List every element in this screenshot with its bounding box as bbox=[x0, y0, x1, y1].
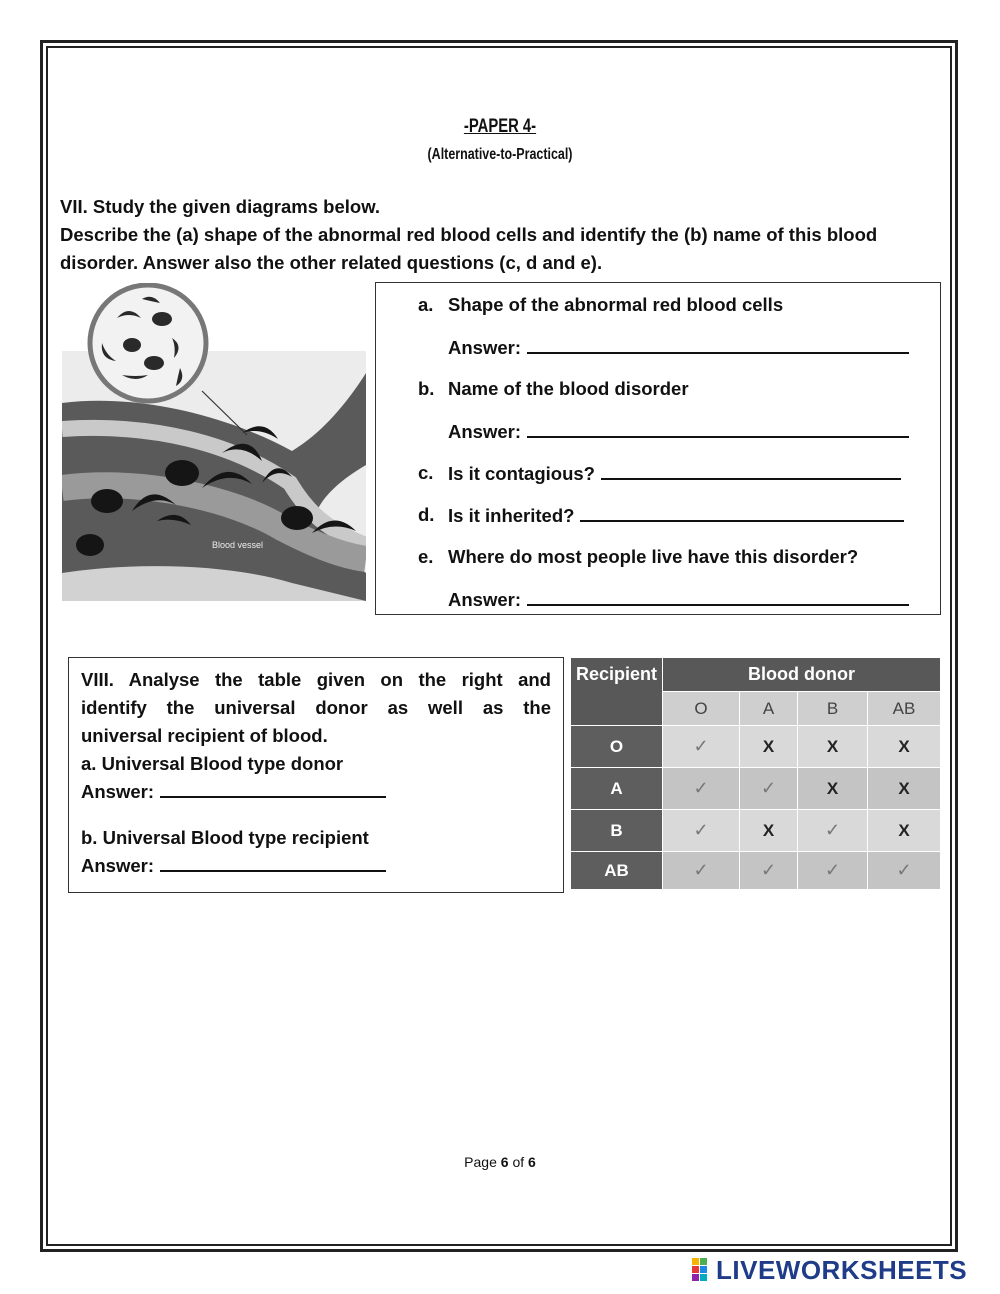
answer-field-e[interactable] bbox=[527, 588, 909, 606]
recipient-cell: AB bbox=[571, 852, 663, 890]
paper-subtitle: (Alternative-to-Practical) bbox=[427, 146, 573, 163]
compat-cell: X bbox=[740, 810, 798, 852]
compat-cell: ✓ bbox=[868, 852, 941, 890]
table-row bbox=[571, 810, 941, 852]
recipient-cell: A bbox=[571, 768, 663, 810]
answer-field-recipient[interactable] bbox=[160, 854, 386, 872]
sickle-cell-illustration bbox=[62, 283, 366, 601]
brand-name: LIVEWORKSHEETS bbox=[716, 1254, 968, 1285]
page-number: Page 6 of 6 bbox=[464, 1154, 536, 1170]
section7-question-box: a. Shape of the abnormal red blood cells Answer: b. Name of the blood disorder Answer: c. Is it contagious? d. Is it inherited? e. Where do most people live have this disorder? Answer: bbox=[375, 282, 941, 615]
section7-instructions: Describe the (a) shape of the abnormal red blood cells and identify the (b) name of this blood disorder. Answer also the other related questions (c, d and e). bbox=[60, 224, 878, 273]
blood-compatibility-table bbox=[570, 657, 941, 890]
section8-question-b: b. Universal Blood type recipient bbox=[81, 827, 369, 848]
liveworksheets-logo[interactable] bbox=[692, 1254, 968, 1285]
section7-heading: VII. Study the given diagrams below. bbox=[60, 196, 381, 217]
compat-cell: ✓ bbox=[663, 726, 740, 768]
donor-type-cell: AB bbox=[868, 692, 941, 726]
answer-field-a[interactable] bbox=[527, 336, 909, 354]
table-row bbox=[571, 768, 941, 810]
section8-line3: universal recipient of blood. bbox=[81, 725, 328, 746]
answer-field-d[interactable] bbox=[580, 504, 904, 522]
recipient-cell: B bbox=[571, 810, 663, 852]
compat-cell: ✓ bbox=[740, 852, 798, 890]
paper-title: -PAPER 4- bbox=[463, 116, 537, 137]
table-row bbox=[571, 852, 941, 890]
section8-line2: identify the universal donor as well as the bbox=[81, 697, 551, 718]
section7-intro bbox=[60, 193, 940, 277]
compat-cell: ✓ bbox=[740, 768, 798, 810]
compat-cell: X bbox=[798, 726, 868, 768]
donor-type-cell: A bbox=[740, 692, 798, 726]
donor-type-cell: B bbox=[798, 692, 868, 726]
compat-cell: ✓ bbox=[663, 768, 740, 810]
section8-line1: VIII. Analyse the table given on the right and bbox=[81, 669, 551, 690]
donor-type-cell: O bbox=[663, 692, 740, 726]
donor-header: Blood donor bbox=[663, 658, 941, 692]
compat-cell: X bbox=[868, 810, 941, 852]
section8-box bbox=[68, 657, 564, 893]
compat-cell: ✓ bbox=[798, 852, 868, 890]
compat-cell: ✓ bbox=[663, 852, 740, 890]
section8-answer-row-b: Answer: bbox=[81, 852, 551, 880]
answer-field-donor[interactable] bbox=[160, 780, 386, 798]
answer-field-b[interactable] bbox=[527, 420, 909, 438]
recipient-header: Recipient bbox=[571, 658, 663, 726]
compat-cell: X bbox=[868, 726, 941, 768]
section8-question-a: a. Universal Blood type donor bbox=[81, 753, 344, 774]
section8-answer-row-a: Answer: bbox=[81, 778, 551, 806]
table-row bbox=[571, 726, 941, 768]
answer-field-c[interactable] bbox=[601, 462, 901, 480]
recipient-cell: O bbox=[571, 726, 663, 768]
blood-vessel-label: Blood vessel bbox=[212, 540, 264, 550]
compat-cell: X bbox=[798, 768, 868, 810]
compat-cell: X bbox=[868, 768, 941, 810]
compat-cell: ✓ bbox=[798, 810, 868, 852]
compat-cell: ✓ bbox=[663, 810, 740, 852]
compat-cell: X bbox=[740, 726, 798, 768]
liveworksheets-icon bbox=[692, 1258, 716, 1282]
